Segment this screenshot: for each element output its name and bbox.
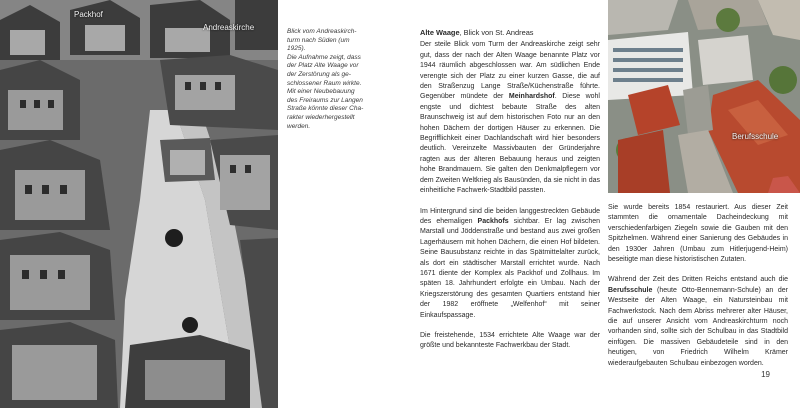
caption-line: rakter wiederhergestellt — [287, 113, 355, 121]
caption-line: Straße könnte dieser Cha- — [287, 105, 364, 113]
paragraph-text: (heute Otto-Bennemann-Schule) an der Westseite der Alten Waage, ein Natursteinbau mit Fachwerkstock. Nach dem Abriss mehrerer alter Häuser, die auf unserer Ansicht vom Andreaskirchturm noch vorhanden sind, sollte sich der Schulbau in das Stadtbild einfügen. Die massiven Gebäudeteile sind in den heutigen, von Friedrich Wilhelm Krämer wiederaufgebauten Schulbau einbezogen worden. — [608, 286, 788, 367]
caption-line: Blick vom Andreaskirch- — [287, 28, 357, 35]
photo-label-packhof: Packhof — [74, 10, 103, 19]
photo-caption — [287, 28, 391, 131]
caption-line: des Freiraums zur Langen — [287, 96, 363, 104]
paragraph — [608, 275, 788, 369]
paragraph-text: sichtbar. Er lag zwischen Marstall und Jöddenstraße und bestand aus zwei großen Lagerhäusern mit hohen Dächern, die einen Hof bildeten. Seine Bausubstanz reichte in das Spätmittelalter zurück, als dort ein städtischer Marstall errichtet wurde. Nach 1671 diente der Komplex als Packhof und Zollhaus. Im späten 18. Jahrhundert erfolgte ein Umbau. Nach der Kriegszerstörung des gesamten Quartiers entstand hier der 1982 eröffnete „Welfenhof“ mit seiner Einkaufspassage. — [420, 217, 600, 319]
caption-line: der Zerstörung als ge- — [287, 70, 351, 78]
bold-term-berufsschule: Berufsschule — [608, 286, 653, 294]
paragraph-text: Im Hintergrund sind die beiden langgestreckten Gebäude des ehemaligen — [420, 207, 600, 225]
photo-label-berufsschule: Berufsschule — [732, 132, 779, 141]
bold-term-packhofs: Packhofs — [477, 217, 509, 225]
historic-aerial-photo — [0, 0, 278, 408]
caption-line: Die Aufnahme zeigt, dass — [287, 53, 361, 61]
caption-line: der Platz Alte Waage vor — [287, 62, 359, 70]
heading-title: Alte Waage — [420, 28, 460, 37]
text-column-2 — [608, 203, 788, 379]
page-number: 19 — [761, 370, 770, 379]
modern-aerial-photo — [608, 0, 800, 193]
paragraph: Die freistehende, 1534 errichtete Alte Waage war der größte und bekannteste Fachwerkbau der Stadt. — [420, 331, 600, 350]
bold-term-meinhardshof: Meinhardshof — [508, 93, 555, 101]
caption-line: Mit einer Neubebauung — [287, 88, 355, 96]
caption-line: schlossener Raum wirkte. — [287, 79, 362, 87]
article-heading — [420, 28, 600, 38]
caption-line: turm nach Süden (um — [287, 36, 350, 44]
paragraph-text: Der steile Blick vom Turm der Andreaskirche zeigt sehr gut, dass der nach der Alten Waage benannte Platz vor 1944 räumlich abgeschlossen war. Am südlichen Ende verengte sich der Platz zu einer kurzen Gasse, die auf den Straßenzug Lange Straße/Küchenstraße führte. Gegenüber mündete der — [420, 41, 600, 101]
caption-line: werden. — [287, 122, 311, 130]
paragraph: Sie wurde bereits 1854 restauriert. Aus dieser Zeit stammten die ornamentale Dacheindeckung mit verschiedenfarbigen Ziegeln sowie die Gauben mit den Spitzhelmen. Während einer Sanierung des Gebäudes in den 1930er Jahren (Umbau zum Hitlerjugend-Heim) beseitigte man diese historistischen Zutaten. — [608, 204, 788, 264]
paragraph — [420, 40, 600, 196]
paragraph-text: Während der Zeit des Dritten Reichs entstand auch die — [608, 276, 788, 284]
paragraph — [420, 207, 600, 321]
text-column-1 — [420, 28, 600, 362]
photo-label-andreaskirche: Andreaskirche — [203, 23, 255, 32]
caption-line: 1925). — [287, 45, 306, 53]
right-page — [400, 0, 800, 408]
paragraph-text: . Diese wohl engste und dichtest bebaute Straße des alten Braunschweig ist auf dem historischen Foto nur an den hohen Dächern der dortigen Häuser zu erkennen. Die Begrifflichkeit einer Dachlandschaft wird hier besonders deutlich. Vereinzelte Massivbauten der Gründerjahre ragten aus der älteren Bebauung heraus und zeigten hohe Brandmauern. Sie galten den Denkmalpflegern vor dem Zweiten Weltkrieg als Bausünden, da sie nicht in das einheitliche Fachwerk-Stadtbild passten. — [420, 93, 600, 195]
heading-subtitle: , Blick von St. Andreas — [459, 28, 534, 37]
